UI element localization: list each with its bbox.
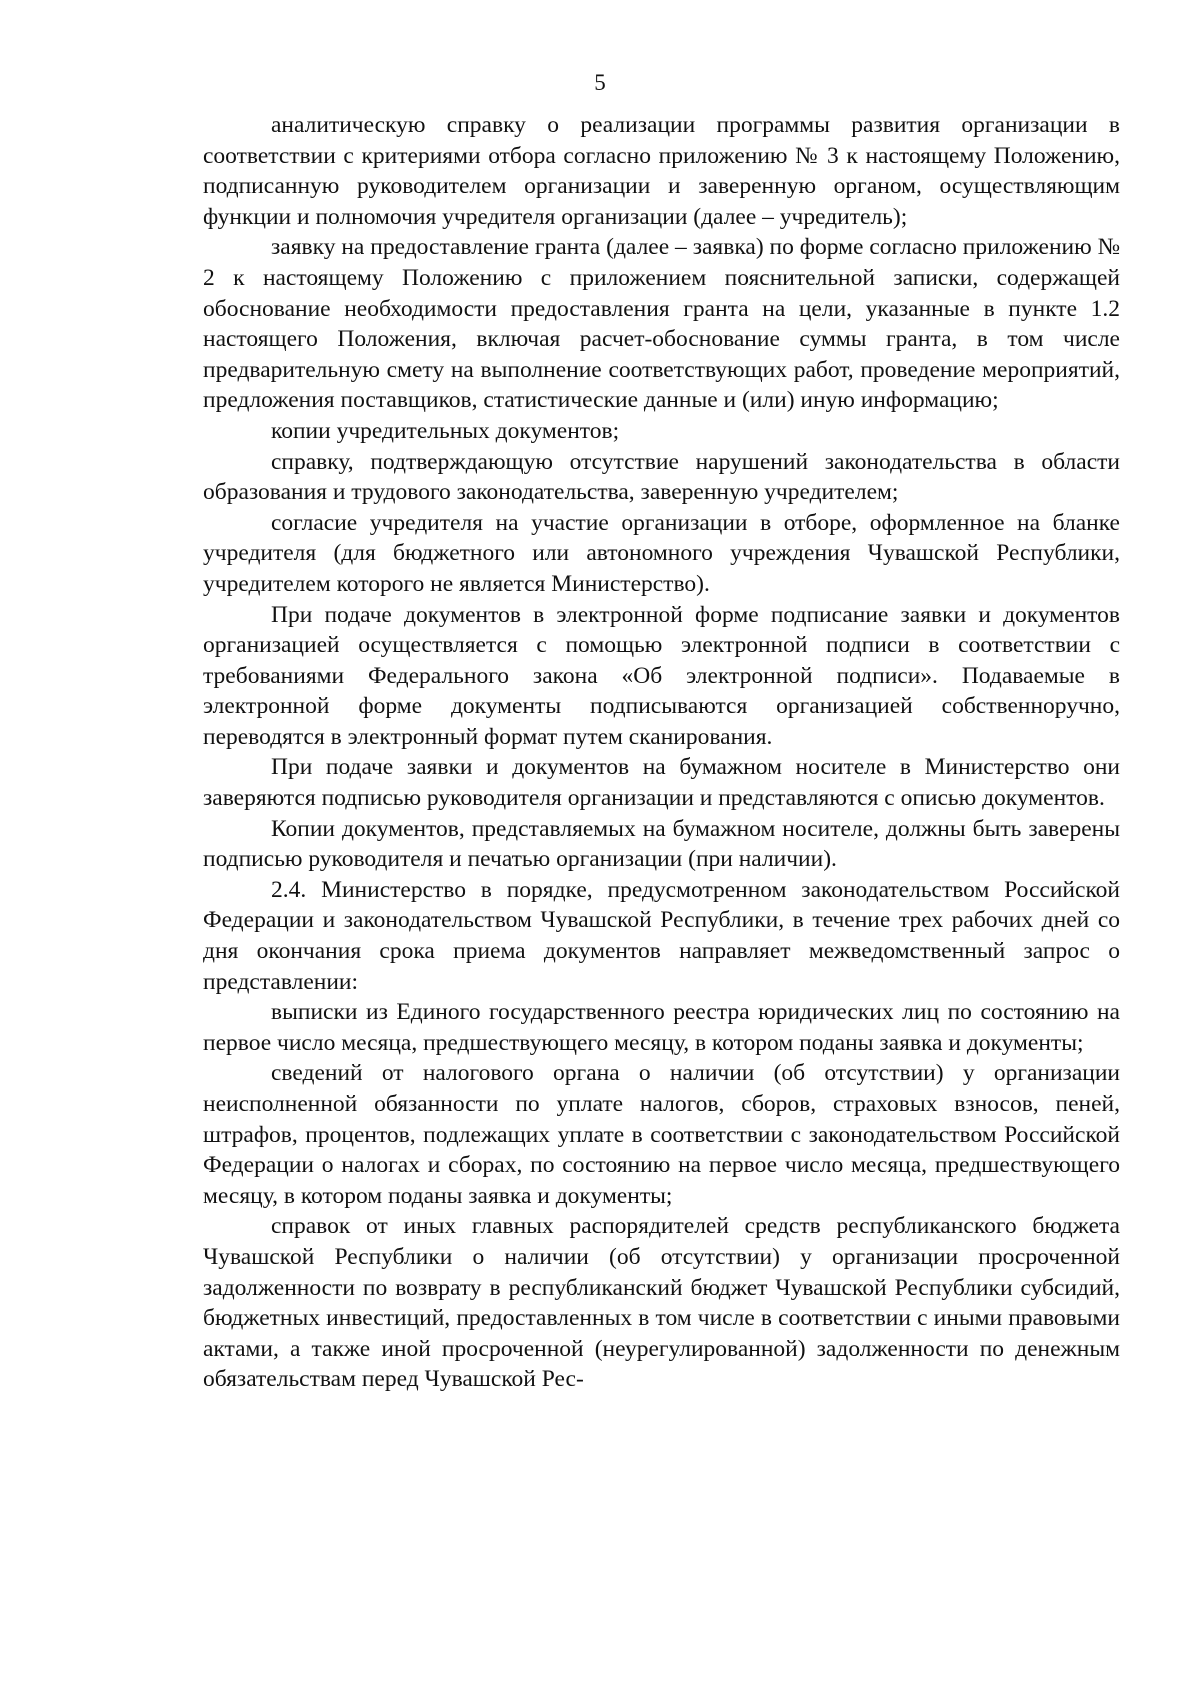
document-body <box>203 110 1120 1395</box>
paragraph: При подаче документов в электронной форме подписание заявки и документов организацией осуществляется с помощью электронной подписи в соответствии с требованиями Федерального закона «Об электронной подписи». Подаваемые в электронной форме документы подписываются организацией собственноручно, переводятся в электронный формат путем сканирования. <box>203 601 1120 750</box>
paragraph: 2.4. Министерство в порядке, предусмотренном законодательством Российской Федерации и законодательством Чувашской Республики, в течение трех рабочих дней со дня окончания срока приема документов направляет межведомственный запрос о представлении: <box>203 876 1120 995</box>
paragraph: При подаче заявки и документов на бумажном носителе в Министерство они заверяются подписью руководителя организации и представляются с описью документов. <box>203 754 1120 812</box>
paragraph: сведений от налогового органа о наличии (об отсутствии) у организации неисполненной обязанности по уплате налогов, сборов, страховых взносов, пеней, штрафов, процентов, подлежащих уплате в соответствии с законодательством Российской Федерации о налогах и сборах, по состоянию на первое число месяца, предшествующего месяцу, в котором поданы заявка и документы; <box>203 1060 1120 1209</box>
paragraph-last: справок от иных главных распорядителей средств республиканского бюджета Чувашской Республики о наличии (об отсутствии) у организации просроченной задолженности по возврату в республиканский бюджет Чувашской Республики субсидий, бюджетных инвестиций, предоставленных в том числе в соответствии с иными правовыми актами, а также иной просроченной (неурегулированной) задолженности по денежным обязательствам перед Чувашской Рес- <box>203 1213 1120 1393</box>
paragraph: справку, подтверждающую отсутствие нарушений законодательства в области образования и трудового законодательства, заверенную учредителем; <box>203 448 1120 506</box>
paragraph: копии учредительных документов; <box>271 417 620 444</box>
paragraph: согласие учредителя на участие организации в отборе, оформленное на бланке учредителя (для бюджетного или автономного учреждения Чувашской Республики, учредителем которого не является Министерство). <box>203 509 1120 597</box>
paragraph: заявку на предоставление гранта (далее – заявка) по форме согласно приложению № 2 к настоящему Положению с приложением пояснительной записки, содержащей обоснование необходимости предоставления гранта на цели, указанные в пункте 1.2 настоящего Положения, включая расчет-обоснование суммы гранта, в том числе предварительную смету на выполнение соответствующих работ, проведение мероприятий, предложения поставщиков, статистические данные и (или) иную информацию; <box>203 234 1120 414</box>
paragraph: Копии документов, представляемых на бумажном носителе, должны быть заверены подписью руководителя и печатью организации (при наличии). <box>203 815 1120 873</box>
paragraph: аналитическую справку о реализации программы развития организации в соответствии с критериями отбора согласно приложению № 3 к настоящему Положению, подписанную руководителем организации и заверенную органом, осуществляющим функции и полномочия учредителя организации (далее – учредитель); <box>203 112 1120 230</box>
paragraph: выписки из Единого государственного реестра юридических лиц по состоянию на первое число месяца, предшествующего месяцу, в котором поданы заявка и документы; <box>203 999 1120 1056</box>
page-number: 5 <box>594 70 606 95</box>
